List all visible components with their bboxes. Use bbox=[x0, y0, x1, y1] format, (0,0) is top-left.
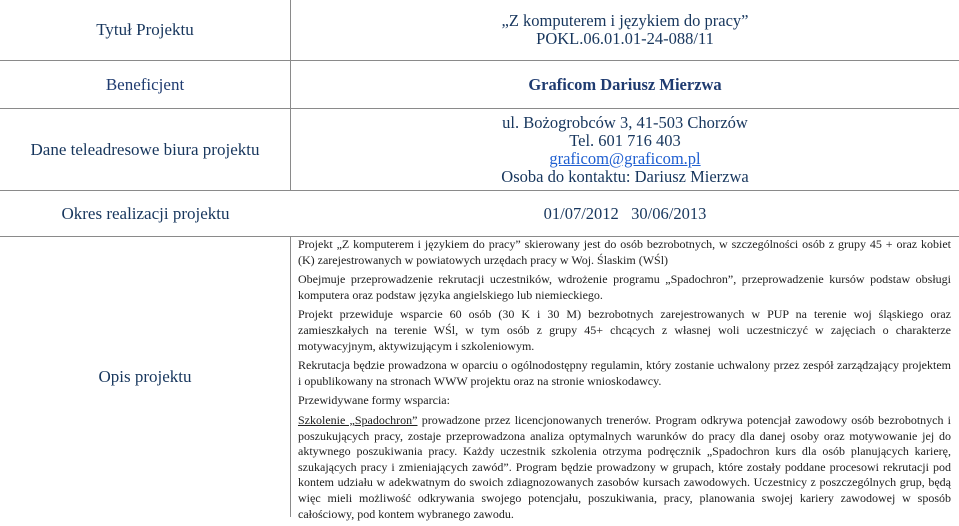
description-label-cell bbox=[0, 237, 291, 517]
period-value: 01/07/2012 30/06/2013 bbox=[543, 203, 707, 223]
title-value-cell bbox=[291, 0, 959, 60]
description-label: Opis projektu bbox=[98, 367, 192, 386]
row-title bbox=[0, 0, 959, 60]
contact-label-cell bbox=[0, 109, 291, 190]
beneficiary-label-cell bbox=[0, 61, 291, 108]
title-line-2: POKL.06.01.01-24-088/11 bbox=[536, 29, 714, 48]
row-beneficiary bbox=[0, 60, 959, 108]
period-label: Okres realizacji projektu bbox=[61, 203, 230, 223]
period-value-cell bbox=[291, 191, 959, 236]
contact-address: ul. Bożogrobców 3, 41-503 Chorzów bbox=[502, 112, 748, 132]
description-paragraph-2: Obejmuje przeprowadzenie rekrutacji uczestników, wdrożenie programu „Spadochron”, przeprowadzenie kursów podstaw obsługi komputera oraz podstaw języka angielskiego lub niemieckiego. bbox=[298, 272, 951, 302]
title-line-1: „Z komputerem i językiem do pracy” bbox=[501, 11, 749, 30]
title-label-cell bbox=[0, 0, 291, 60]
description-paragraph-5: Przewidywane formy wsparcia: bbox=[298, 393, 450, 408]
beneficiary-label: Beneficjent bbox=[105, 74, 185, 94]
description-text bbox=[298, 237, 951, 526]
spadochron-training-text: prowadzone przez licencjonowanych trenerów. Program odkrywa potencjał zawodowy osób bezrobotnych i poszukujących pracy, zostaje przeprowadzona analiza optymalnych warunków do pracy dla danej osoby oraz motywowanie jej do aktywnego poszukiwania pracy. Każdy uczestnik szkolenia otrzyma podręcznik „Spadochron kurs dla osób planujących karierę, szukających pracy i zmieniających zawód”. Program będzie prowadzony w grupach, które zostały poddane procesowi rekrutacji pod kontem udziału w adekwatnym do swoich zdiagnozowanych zasobów kursach zawodowych. Uczestnicy z poszczególnych grup, będą więc mieli możliwość odkrywania swojego potencjału, poszukiwania, pracy, planowania swojej kariery zawodowej w sposób całościowy, pod kontem wybranego zawodu. bbox=[298, 412, 952, 521]
contact-person: Osoba do kontaktu: Dariusz Mierzwa bbox=[501, 166, 749, 186]
row-period bbox=[0, 190, 959, 236]
spadochron-training-title: Szkolenie „Spadochron” bbox=[298, 412, 418, 427]
description-paragraph-1: Projekt „Z komputerem i językiem do pracy” skierowany jest do osób bezrobotnych, w szczególności osób z grupy 45 + oraz kobiet (K) zarejestrowanych w powiatowych urzędach pracy w Woj. Ślaskim (WŚl) bbox=[298, 237, 951, 267]
description-paragraph-3: Projekt przewiduje wsparcie 60 osób (30 K i 30 M) bezrobotnych zarejestrowanych w PUP na terenie woj śląskiego oraz zamieszkałych na terenie WŚl, w tym osób z grupy 45+ chcących z własnej woli uczestniczyć w zajęciach o charakterze motywacyjnym, aktywizującym i szkoleniowym. bbox=[298, 307, 951, 353]
contact-phone: Tel. 601 716 403 bbox=[569, 130, 681, 150]
contact-email-link[interactable]: graficom@graficom.pl bbox=[549, 148, 701, 168]
contact-value-cell bbox=[291, 109, 959, 190]
contact-label: Dane teleadresowe biura projektu bbox=[30, 139, 260, 159]
description-paragraph-6 bbox=[298, 413, 951, 522]
row-contact bbox=[0, 108, 959, 190]
description-paragraph-4: Rekrutacja będzie prowadzona w oparciu o ogólnodostępny regulamin, który zostanie uchwalony przez zespół zarządzający projektem i opublikowany na stronach WWW projektu oraz na stronie wnioskodawcy. bbox=[298, 358, 951, 388]
beneficiary-value: Graficom Dariusz Mierzwa bbox=[528, 74, 722, 94]
beneficiary-value-cell bbox=[291, 61, 959, 108]
period-label-cell bbox=[0, 191, 291, 236]
title-label: Tytuł Projektu bbox=[96, 20, 194, 39]
